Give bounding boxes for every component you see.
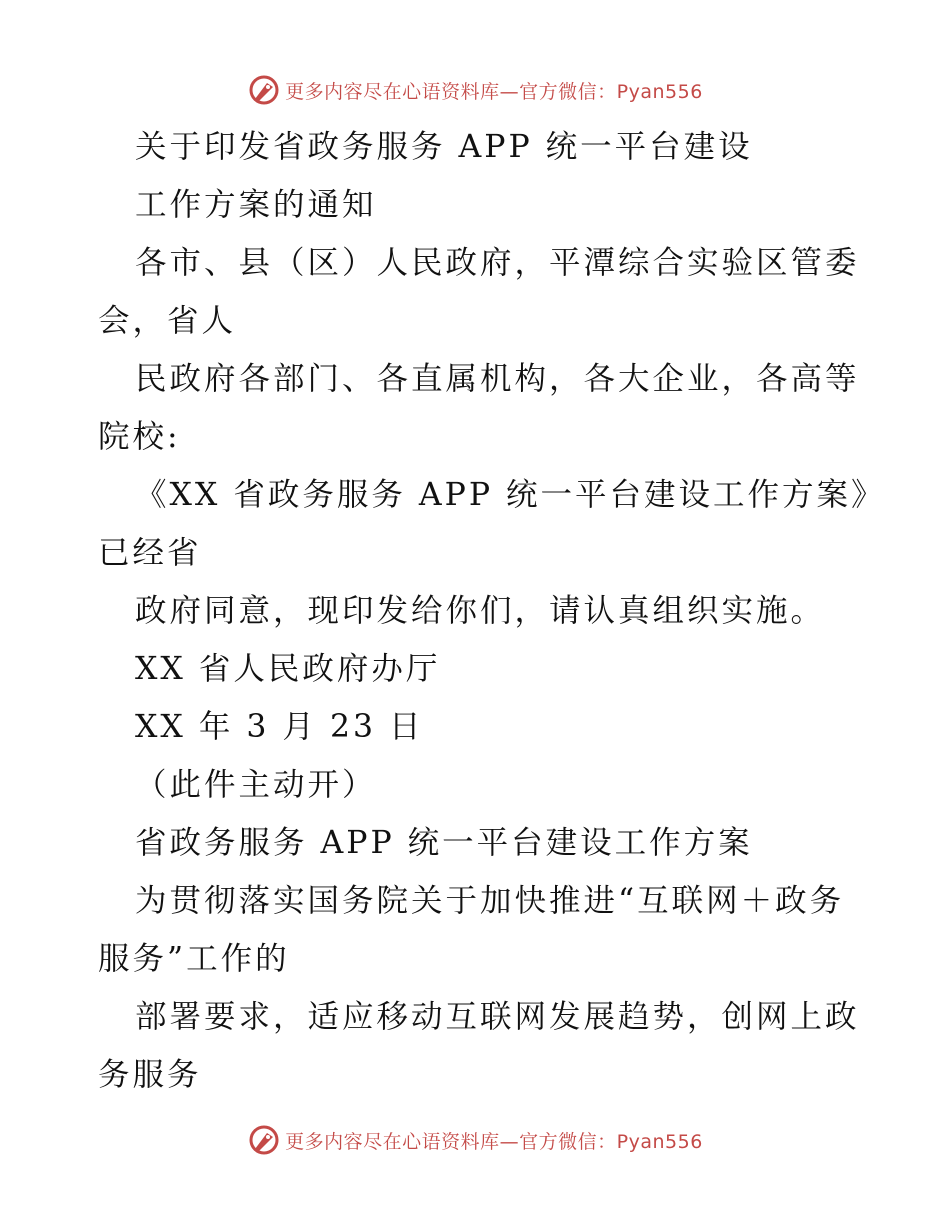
doc-line: 会，省人 xyxy=(98,303,237,339)
doc-line: 省政务服务 APP 统一平台建设工作方案 xyxy=(135,825,753,861)
watermark-banner-top xyxy=(0,70,950,110)
pen-nib-logo-icon xyxy=(247,73,281,107)
doc-line: 已经省 xyxy=(98,535,202,571)
doc-line: 《XX 省政务服务 APP 统一平台建设工作方案》 xyxy=(135,477,886,513)
doc-line: 院校: xyxy=(98,419,181,455)
document-body xyxy=(98,118,886,1104)
doc-line: XX 年 3 月 23 日 xyxy=(135,709,424,745)
watermark-banner-bottom xyxy=(0,1120,950,1160)
doc-line: 为贯彻落实国务院关于加快推进“互联网＋政务 xyxy=(135,883,845,919)
doc-line: XX 省人民政府办厅 xyxy=(135,651,441,687)
doc-line: 政府同意，现印发给你们，请认真组织实施。 xyxy=(135,593,826,629)
doc-line: 服务”工作的 xyxy=(98,941,290,977)
watermark-text: 更多内容尽在心语资料库—官方微信：Pyan556 xyxy=(285,80,703,103)
doc-line: 务服务 xyxy=(98,1057,202,1093)
pen-nib-logo-icon xyxy=(247,1123,281,1157)
doc-line: 各市、县（区）人民政府，平潭综合实验区管委 xyxy=(135,245,860,281)
doc-line: 工作方案的通知 xyxy=(135,187,377,223)
watermark-text: 更多内容尽在心语资料库—官方微信：Pyan556 xyxy=(285,1130,703,1153)
doc-line: 民政府各部门、各直属机构，各大企业，各高等 xyxy=(135,361,860,397)
doc-line: （此件主动开） xyxy=(135,767,377,803)
doc-line: 部署要求，适应移动互联网发展趋势，创网上政 xyxy=(135,999,860,1035)
doc-line: 关于印发省政务服务 APP 统一平台建设 xyxy=(135,129,753,165)
